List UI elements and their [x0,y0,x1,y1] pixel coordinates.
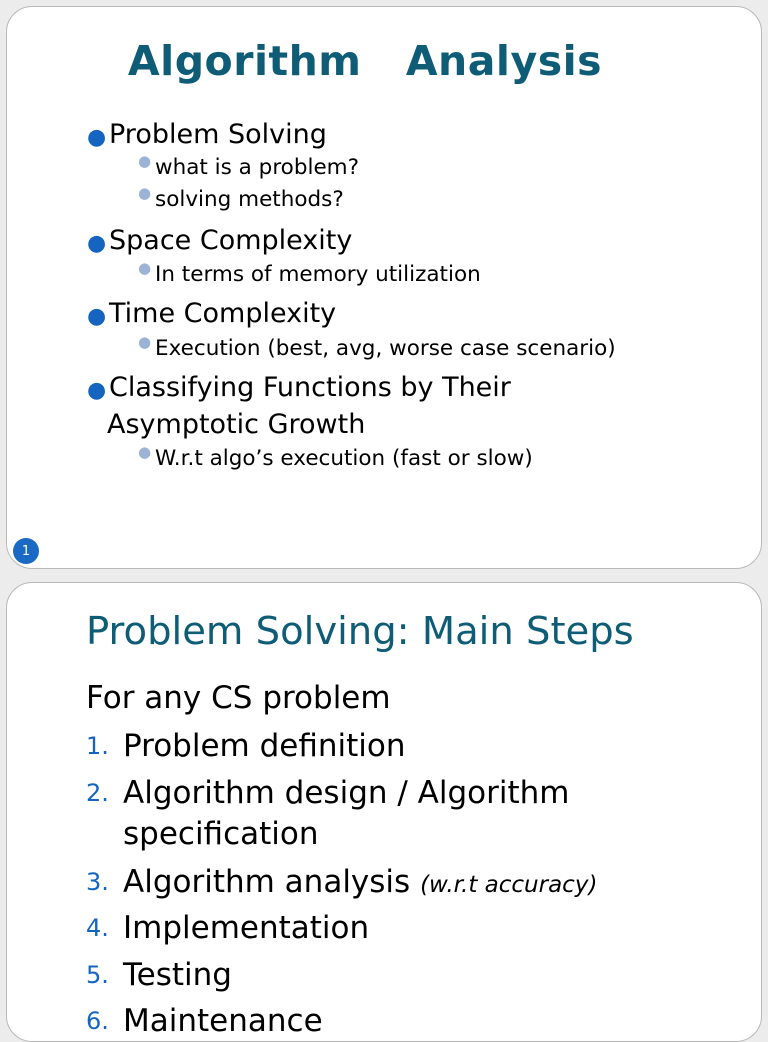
sub-bullet-dot-icon: ● [138,152,152,170]
step-note: (w.r.t accuracy) [420,872,598,898]
bullet-dot-icon: ● [87,125,107,150]
step-text: Algorithm analysis (w.r.t accuracy) [123,864,598,900]
step-number: 1. [86,732,109,760]
step-number: 3. [86,868,109,896]
slide-algorithm-analysis [6,6,762,569]
bullet-classifying-functions: ● Classifying Functions by Their [109,370,511,406]
bullet-classifying-functions-continued: Asymptotic Growth [107,409,366,440]
sub-bullet-dot-icon: ● [138,259,152,277]
bullet-time-complexity: ● Time Complexity [109,296,336,332]
bullet-problem-solving: ● Problem Solving [109,117,327,153]
step-number: 6. [86,1007,109,1035]
intro-text: For any CS problem [86,680,391,716]
bullet-dot-icon: ● [87,304,107,329]
page-number-badge: 1 [13,538,39,564]
sub-bullet: ● Execution (best, avg, worse case scenario) [138,333,616,361]
sub-bullet-dot-icon: ● [138,443,152,461]
bullet-dot-icon: ● [87,231,107,256]
sub-bullet: ● solving methods? [138,184,344,212]
bullet-dot-icon: ● [87,378,107,403]
slide-title: Algorithm Analysis [127,37,603,85]
sub-bullet: ● what is a problem? [138,152,360,180]
step-number: 5. [86,961,109,989]
sub-bullet-dot-icon: ● [138,333,152,351]
step-text: Maintenance [123,1003,323,1039]
step-text: Problem definition [123,728,406,764]
bullet-space-complexity: ● Space Complexity [109,223,352,259]
slide-problem-solving-steps [6,582,762,1042]
sub-bullet-dot-icon: ● [138,184,152,202]
step-text: specification [123,816,319,852]
step-text: Algorithm design / Algorithm [123,775,570,811]
step-text: Implementation [123,910,370,946]
sub-bullet: ● In terms of memory utilization [138,259,481,287]
step-number: 2. [86,779,109,807]
sub-bullet: ● W.r.t algo’s execution (fast or slow) [138,443,533,471]
step-number: 4. [86,914,109,942]
slide-title: Problem Solving: Main Steps [86,609,634,654]
step-text: Testing [123,957,232,993]
